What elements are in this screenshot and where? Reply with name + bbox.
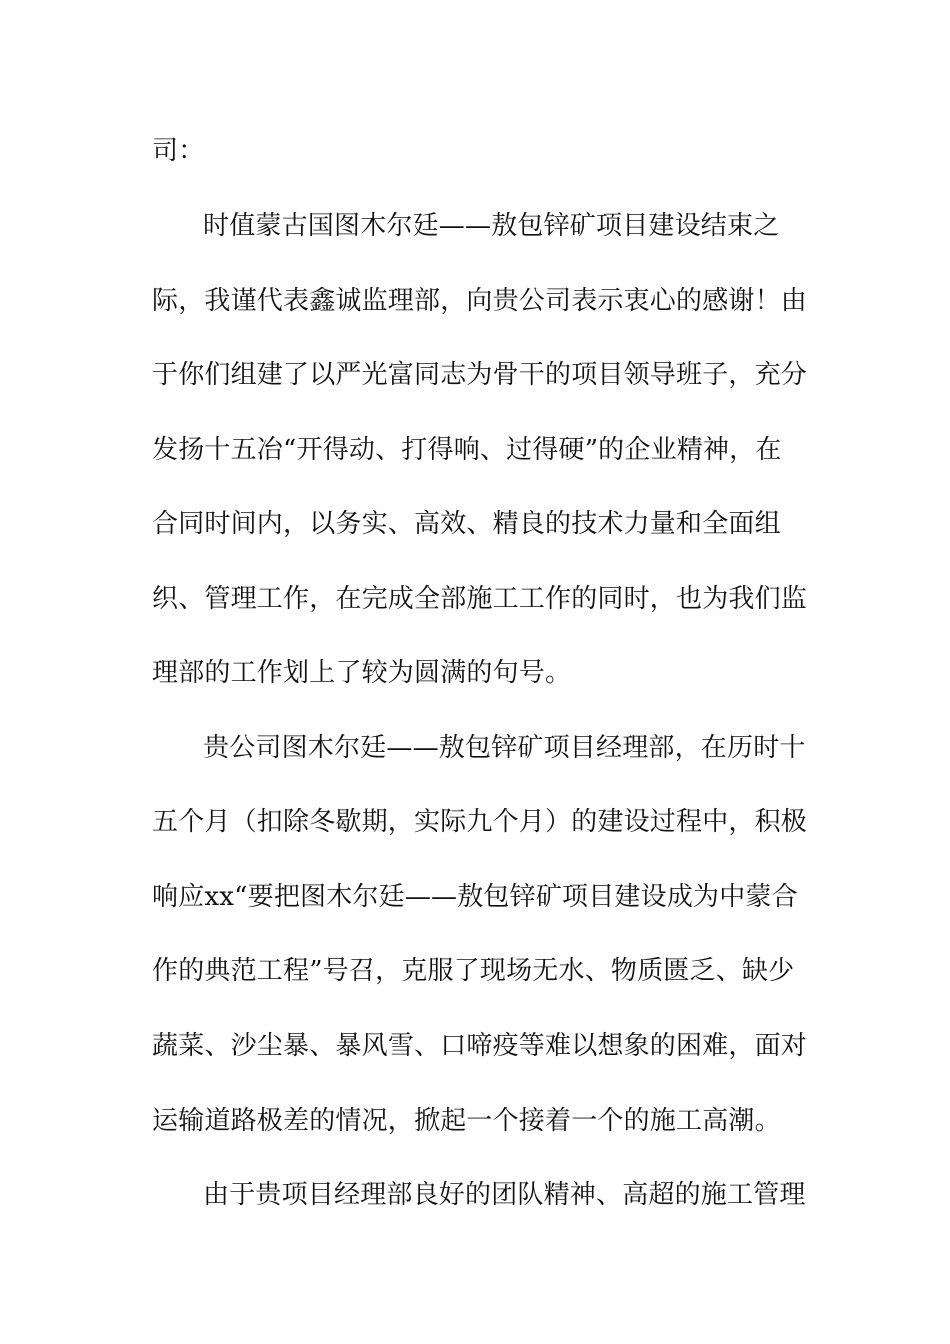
paragraph-2-line-1: 贵公司图木尔廷——敖包锌矿项目经理部，在历时十	[203, 733, 806, 763]
paragraph-2-line-4: 作的典范工程”号召，克服了现场无水、物质匮乏、缺少	[152, 956, 795, 986]
paragraph-2-line-2: 五个月（扣除冬歇期，实际九个月）的建设过程中，积极	[152, 807, 808, 837]
paragraph-1-line-5: 合同时间内，以务实、高效、精良的技术力量和全面组	[152, 509, 781, 539]
paragraph-3-line-1: 由于贵项目经理部良好的团队精神、高超的施工管理	[203, 1180, 806, 1210]
paragraph-2-line-6: 运输道路极差的情况，掀起一个接着一个的施工高潮。	[152, 1106, 781, 1136]
paragraph-1-line-4: 发扬十五冶“开得动、打得响、过得硬”的企业精神，在	[152, 435, 782, 465]
paragraph-1-line-6: 织、管理工作，在完成全部施工工作的同时，也为我们监	[152, 584, 808, 614]
paragraph-1-line-1: 时值蒙古国图木尔廷——敖包锌矿项目建设结束之	[203, 211, 780, 241]
paragraph-2-line-3: 响应xx“要把图木尔廷——敖包锌矿项目建设成为中蒙合	[152, 882, 798, 912]
text-line-1: 司：	[152, 136, 205, 166]
paragraph-2-line-5: 蔬菜、沙尘暴、暴风雪、口啼疫等难以想象的困难，面对	[152, 1031, 808, 1061]
paragraph-1-line-2: 际，我谨代表鑫诚监理部，向贵公司表示衷心的感谢！由	[152, 286, 808, 316]
paragraph-1-line-7: 理部的工作划上了较为圆满的句号。	[152, 658, 572, 688]
paragraph-1-line-3: 于你们组建了以严光富同志为骨干的项目领导班子，充分	[152, 360, 808, 390]
